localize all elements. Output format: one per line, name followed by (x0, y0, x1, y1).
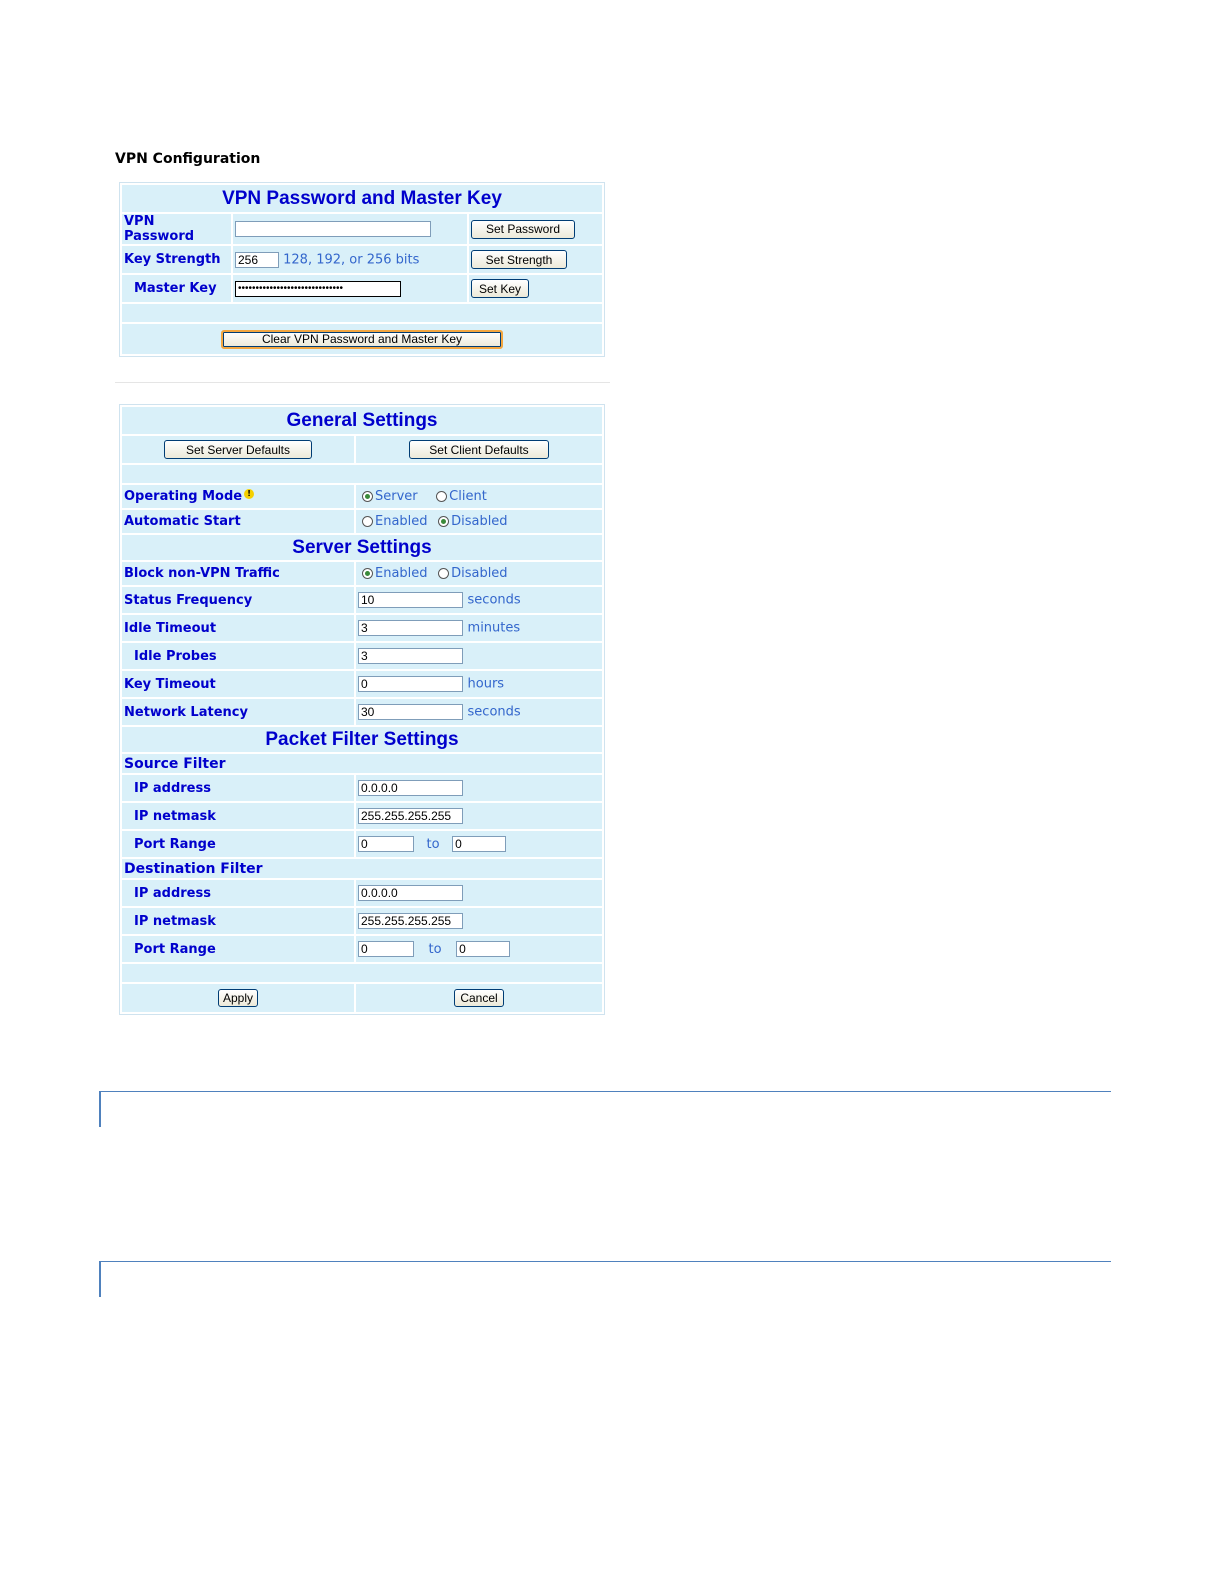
destination-ip-address-input[interactable] (358, 885, 463, 901)
section-divider (115, 382, 610, 383)
operating-mode-label: Operating Mode (124, 489, 243, 504)
block-traffic-disabled-label: Disabled (451, 566, 508, 581)
server-settings-title: Server Settings (122, 535, 602, 560)
status-frequency-input[interactable] (358, 592, 463, 608)
automatic-start-enabled-label: Enabled (375, 514, 428, 529)
settings-panel (119, 404, 605, 1015)
master-key-input[interactable] (235, 281, 401, 297)
password-panel-title: VPN Password and Master Key (122, 185, 602, 212)
key-strength-hint: 128, 192, or 256 bits (283, 252, 420, 267)
set-server-defaults-button[interactable]: Set Server Defaults (164, 440, 312, 459)
operating-mode-label-cell (122, 485, 354, 508)
idle-timeout-input[interactable] (358, 620, 463, 636)
operating-mode-client-label: Client (449, 489, 487, 504)
destination-ip-address-label: IP address (122, 880, 354, 906)
source-filter-label: Source Filter (122, 754, 602, 773)
status-frequency-label: Status Frequency (122, 587, 354, 613)
warning-icon: ! (244, 489, 254, 499)
spacer-row (122, 465, 602, 483)
document-section-rule (99, 1091, 1111, 1127)
cancel-button[interactable]: Cancel (454, 989, 504, 1007)
destination-ip-netmask-label: IP netmask (122, 908, 354, 934)
set-strength-button[interactable]: Set Strength (471, 250, 567, 269)
clear-vpn-password-button[interactable]: Clear VPN Password and Master Key (221, 330, 503, 349)
source-port-from-input[interactable] (358, 836, 414, 852)
block-traffic-label: Block non-VPN Traffic (122, 562, 354, 585)
source-port-to-input[interactable] (452, 836, 506, 852)
source-ip-netmask-input[interactable] (358, 808, 463, 824)
document-section-rule (99, 1261, 1111, 1297)
vpn-password-label: VPN Password (122, 214, 231, 244)
packet-filter-title: Packet Filter Settings (122, 727, 602, 752)
source-port-to-label: to (426, 836, 440, 852)
source-ip-address-input[interactable] (358, 780, 463, 796)
page-title: VPN Configuration (115, 151, 261, 167)
destination-filter-label: Destination Filter (122, 859, 602, 878)
key-timeout-unit: hours (467, 676, 505, 692)
apply-button[interactable]: Apply (218, 989, 258, 1007)
idle-timeout-unit: minutes (467, 620, 521, 636)
status-frequency-unit: seconds (467, 592, 521, 608)
key-strength-input[interactable] (235, 252, 279, 268)
destination-port-from-input[interactable] (358, 941, 414, 957)
source-port-range-label: Port Range (122, 831, 354, 857)
idle-timeout-label: Idle Timeout (122, 615, 354, 641)
automatic-start-enabled-radio[interactable] (362, 516, 373, 527)
destination-ip-netmask-input[interactable] (358, 913, 463, 929)
key-timeout-label: Key Timeout (122, 671, 354, 697)
set-client-defaults-button[interactable]: Set Client Defaults (409, 440, 549, 459)
network-latency-label: Network Latency (122, 699, 354, 725)
idle-probes-label: Idle Probes (122, 643, 354, 669)
master-key-label: Master Key (122, 275, 231, 302)
spacer-row (122, 964, 602, 982)
operating-mode-client-radio[interactable] (436, 491, 447, 502)
vpn-password-input[interactable] (235, 221, 431, 237)
general-settings-title: General Settings (122, 407, 602, 434)
block-traffic-enabled-label: Enabled (375, 566, 428, 581)
idle-probes-input[interactable] (358, 648, 463, 664)
block-traffic-enabled-radio[interactable] (362, 568, 373, 579)
network-latency-unit: seconds (467, 704, 521, 720)
key-strength-label: Key Strength (122, 246, 231, 273)
operating-mode-server-label: Server (375, 489, 418, 504)
network-latency-input[interactable] (358, 704, 463, 720)
set-password-button[interactable]: Set Password (471, 220, 575, 239)
automatic-start-disabled-label: Disabled (451, 514, 508, 529)
automatic-start-label: Automatic Start (122, 510, 354, 533)
operating-mode-server-radio[interactable] (362, 491, 373, 502)
destination-port-to-label: to (428, 941, 442, 957)
spacer-row (122, 304, 602, 322)
destination-port-to-input[interactable] (456, 941, 510, 957)
automatic-start-disabled-radio[interactable] (438, 516, 449, 527)
block-traffic-disabled-radio[interactable] (438, 568, 449, 579)
set-key-button[interactable]: Set Key (471, 279, 529, 298)
password-panel (119, 182, 605, 357)
source-ip-address-label: IP address (122, 775, 354, 801)
source-ip-netmask-label: IP netmask (122, 803, 354, 829)
key-timeout-input[interactable] (358, 676, 463, 692)
destination-port-range-label: Port Range (122, 936, 354, 962)
